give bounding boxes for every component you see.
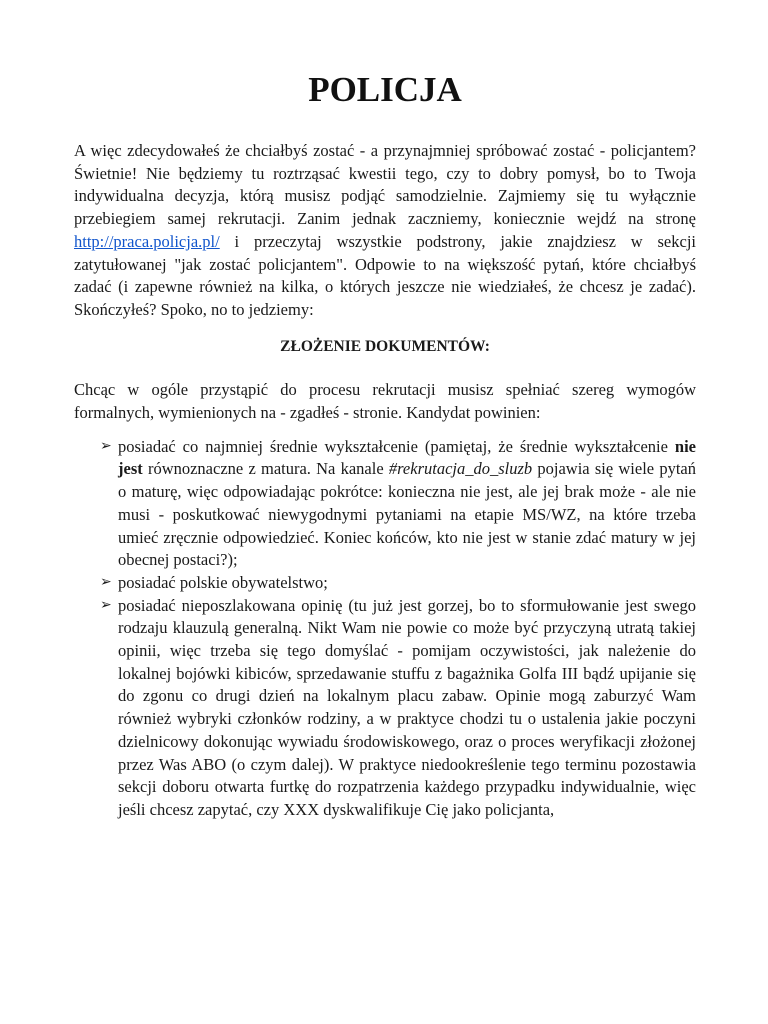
section-heading: ZŁOŻENIE DOKUMENTÓW: [280, 337, 490, 355]
bullet-text: pojawia się wiele pytań o maturę, więc odpowiadając pokrótce: konieczna nie jest, ale jej brak może - ale nie musi - poskutkować niewygodnymi pytaniami na etapie MS/WZ, na które trzeba umieć zręcznie odpowiedzieć. Koniec końców, kto nie jest w stanie zdać matury w jej obecnej postaci?); [118, 459, 696, 570]
intro-text-start: A więc zdecydowałeś że chciałbyś zostać - a przynajmniej spróbować zostać - policjantem? Świetnie! Nie będziemy tu roztrząsać kwestii tego, czy to dobry pomysł, bo to Twoja indywidualna decyzja, którą musisz podjąć samodzielnie. Zajmiemy się tu wyłącznie przebiegiem samej rekrutacji. Zanim jednak zaczniemy, koniecznie wejdź na stronę [74, 141, 696, 229]
channel-hashtag: #rekrutacja_do_sluzb [388, 459, 533, 479]
bullet-bold-text: nie jest [118, 436, 696, 479]
list-item [74, 595, 696, 822]
praca-policja-link[interactable]: http://praca.policja.pl/ [74, 231, 220, 251]
bullet-text: posiadać co najmniej średnie wykształcenie (pamiętaj, że średnie wykształcenie [118, 436, 668, 456]
arrow-bullet-icon: ➢ [100, 597, 112, 613]
document-page [74, 66, 696, 822]
bullet-text: posiadać polskie obywatelstwo; [118, 572, 328, 592]
intro-paragraph [74, 140, 696, 322]
bullet-text: równoznaczne z matura. Na kanale [147, 459, 384, 479]
requirements-intro: Chcąc w ogóle przystąpić do procesu rekrutacji musisz spełniać szereg wymogów formalnych, wymienionych na - zgadłeś - stronie. Kandydat powinien: [74, 380, 696, 423]
list-item [74, 572, 696, 595]
bullet-text: posiadać nieposzlakowana opinię (tu już jest gorzej, bo to sformułowanie jest swego rodzaju klauzulą generalną. Nikt Wam nie powie co może być przyczyną utratą takiej opinii, więc trzeba się tego domyślać - pomijam oczywistości, jak należenie do lokalnej bojówki kibiców, sprzedawanie stuffu z bagażnika Golfa III bądź upijanie się do zgonu co drugi dzień na lokalnym placu zabaw. Opinie mogą zaburzyć Wam również wybryki członków rodziny, a w praktyce chodzi tu o ustalenia jakie poczyni dzielnicowy dokonując wywiadu środowiskowego, oraz o proces weryfikacji złożonej przez Was ABO (o czym dalej). W praktyce niedookreślenie tego terminu pozostawia sekcji doboru otwarta furtkę do rozpatrzenia każdego przypadku indywidualnie, więc jeśli chcesz zapytać, czy XXX dyskwalifikuje Cię jako policjanta, [118, 595, 696, 819]
intro-text-end: i przeczytaj wszystkie podstrony, jakie znajdziesz w sekcji zatytułowanej "jak zostać policjantem". Odpowie to na większość pytań, które chciałbyś zadać (i zapewne również na kilka, o których jeszcze nie wiedziałeś, że chcesz je zadać). Skończyłeś? Spoko, no to jedziemy: [74, 231, 696, 319]
arrow-bullet-icon: ➢ [100, 574, 112, 590]
requirements-list [74, 436, 696, 822]
list-item [74, 436, 696, 572]
page-title: POLICJA [308, 70, 462, 109]
arrow-bullet-icon: ➢ [100, 438, 112, 454]
